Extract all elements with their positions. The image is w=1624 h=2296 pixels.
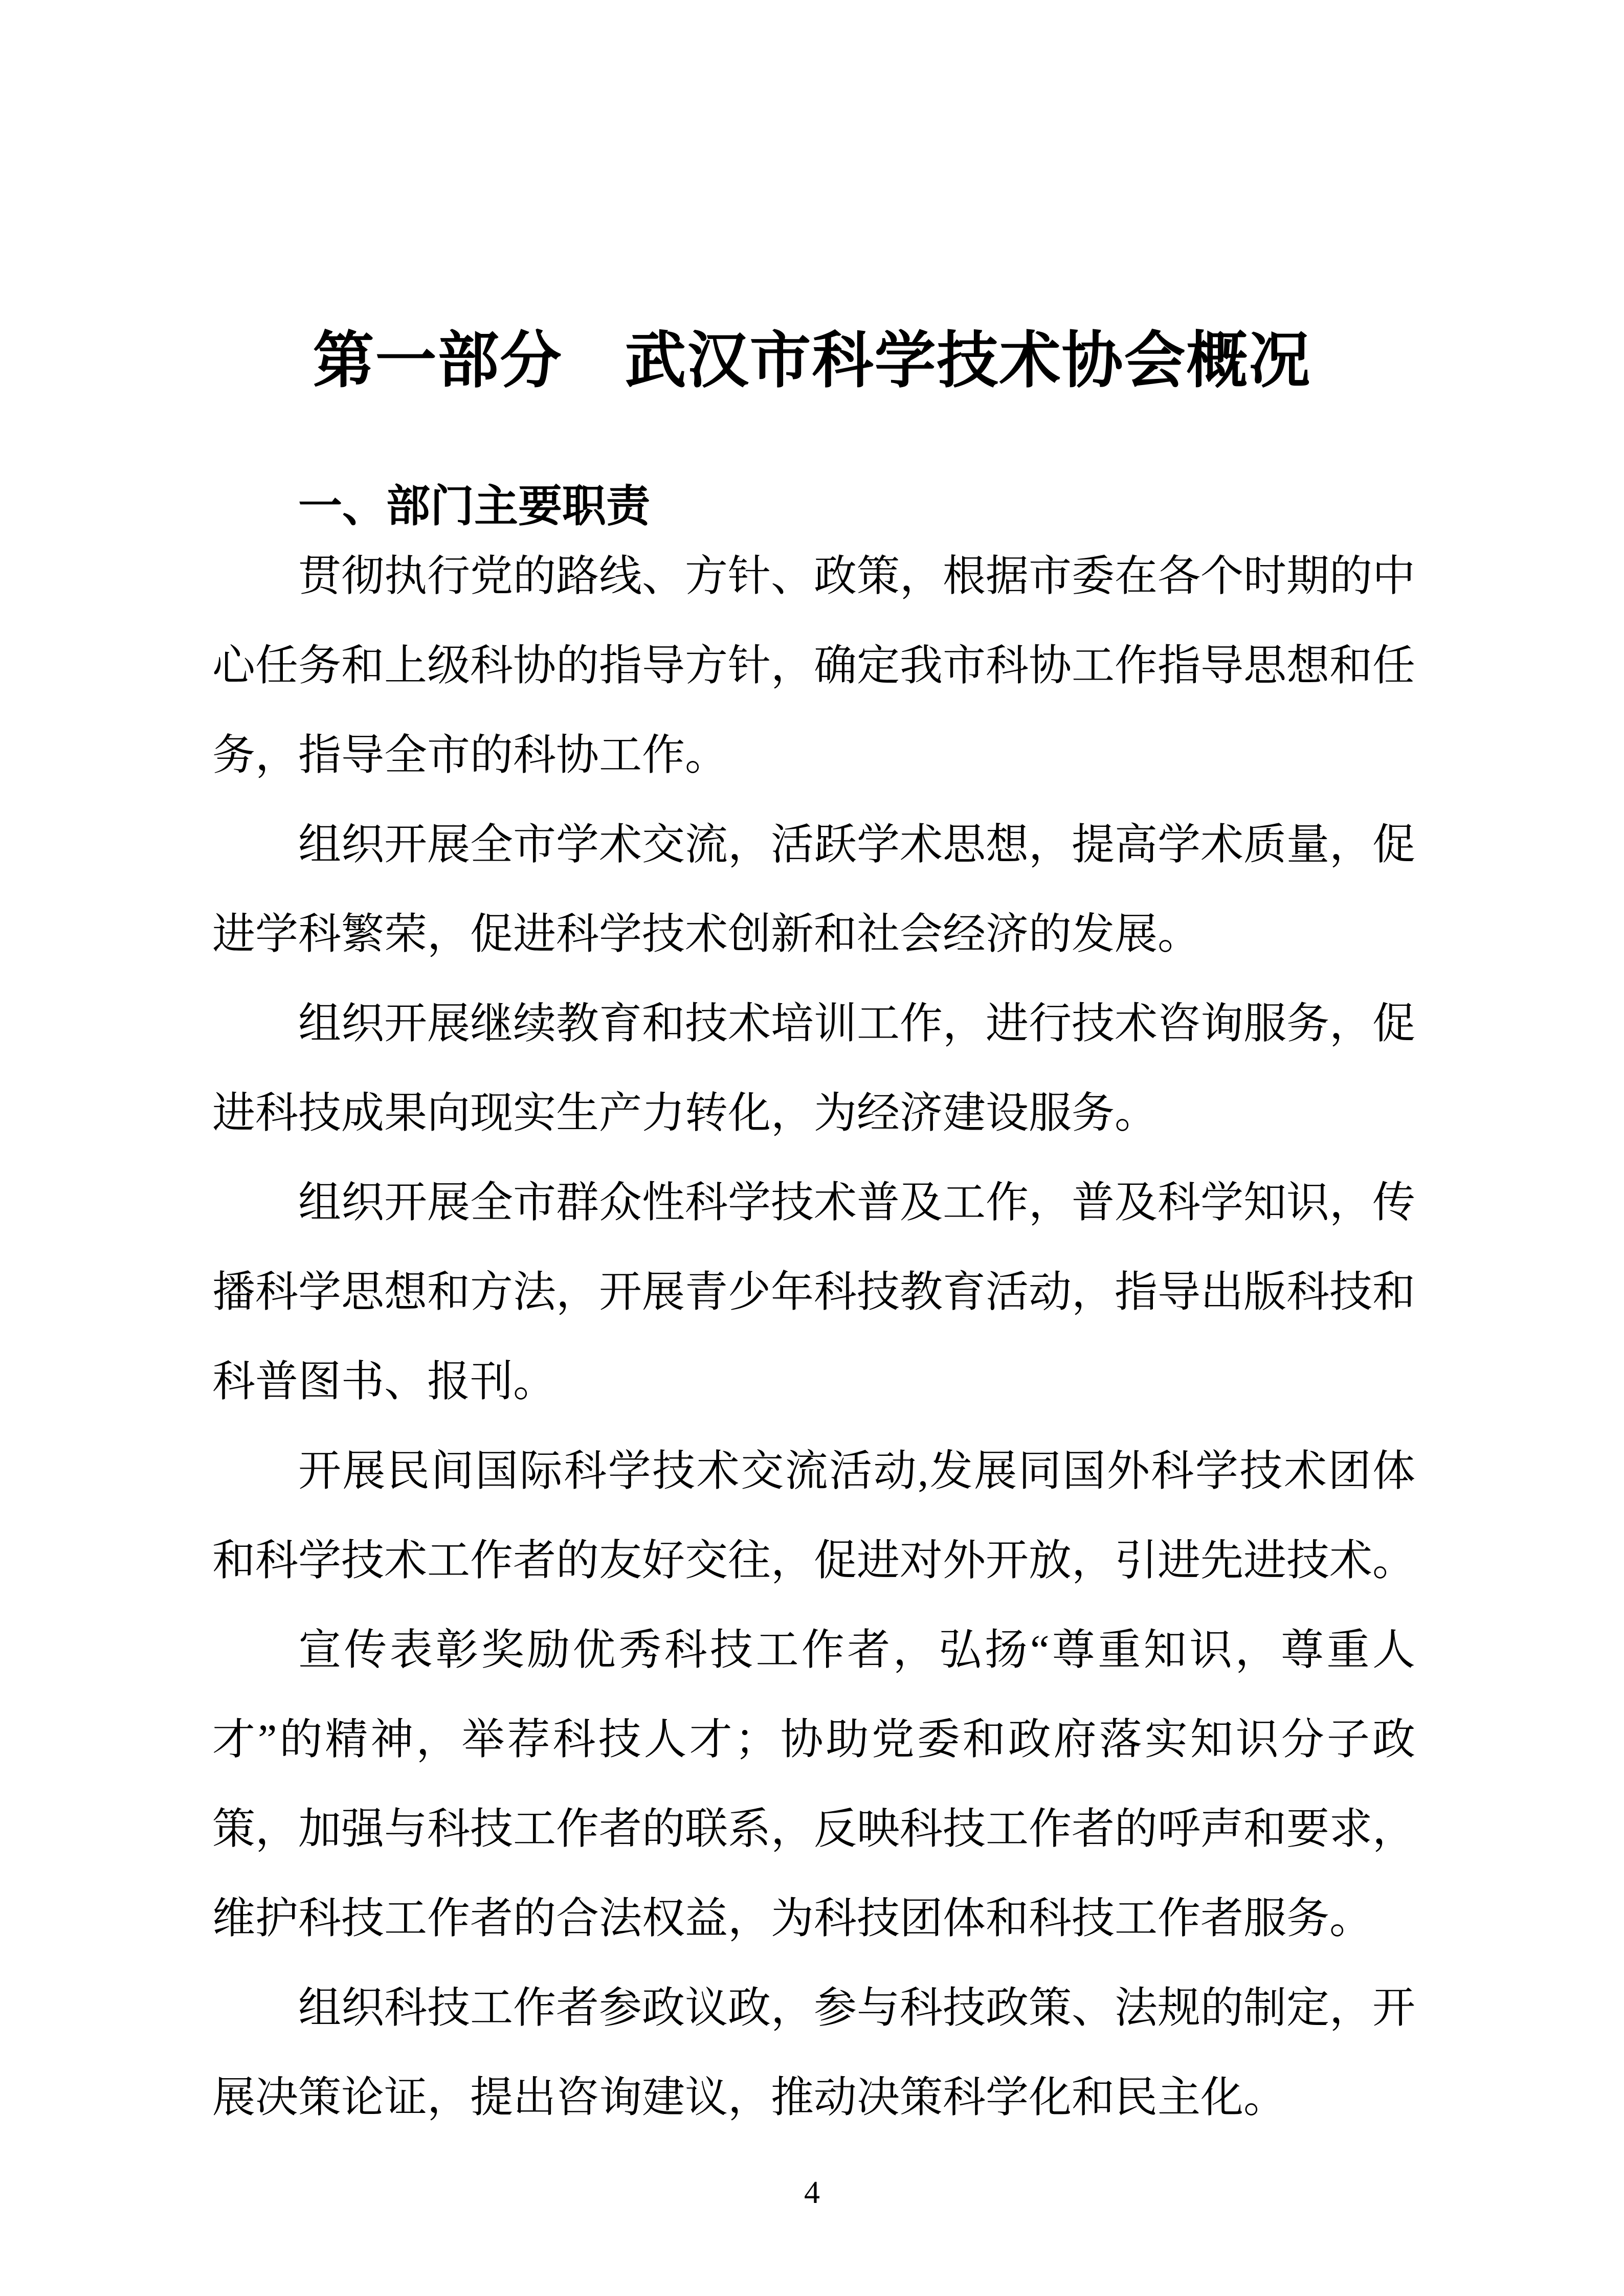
body-paragraph: 贯彻执行党的路线、方针、政策，根据市委在各个时期的中心任务和上级科协的指导方针，确定我市科协工作指导思想和任务，指导全市的科协工作。	[212, 553, 1416, 779]
body-paragraph: 开展民间国际科学技术交流活动,发展同国外科学技术团体和科学技术工作者的友好交往，促进对外开放，引进先进技术。	[212, 1448, 1416, 1585]
body-paragraph: 组织开展全市学术交流，活跃学术思想，提高学术质量，促进学科繁荣，促进科学技术创新和社会经济的发展。	[212, 821, 1416, 958]
body-paragraph: 组织开展继续教育和技术培训工作，进行技术咨询服务，促进科技成果向现实生产力转化，为经济建设服务。	[212, 1000, 1416, 1137]
section-heading: 一、部门主要职责	[298, 482, 650, 531]
document-body	[212, 532, 1415, 2143]
page-number: 4	[804, 2175, 820, 2210]
body-paragraph: 组织开展全市群众性科学技术普及工作，普及科学知识，传播科学思想和方法，开展青少年科技教育活动，指导出版科技和科普图书、报刊。	[212, 1179, 1416, 1406]
document-title: 第一部分 武汉市科学技术协会概况	[313, 326, 1311, 395]
body-paragraph: 组织科技工作者参政议政，参与科技政策、法规的制定，开展决策论证，提出咨询建议，推动决策科学化和民主化。	[212, 1985, 1416, 2122]
body-paragraph: 宣传表彰奖励优秀科技工作者，弘扬“尊重知识，尊重人才”的精神，举荐科技人才；协助党委和政府落实知识分子政策，加强与科技工作者的联系，反映科技工作者的呼声和要求，维护科技工作者的合法权益，为科技团体和科技工作者服务。	[212, 1627, 1416, 1943]
